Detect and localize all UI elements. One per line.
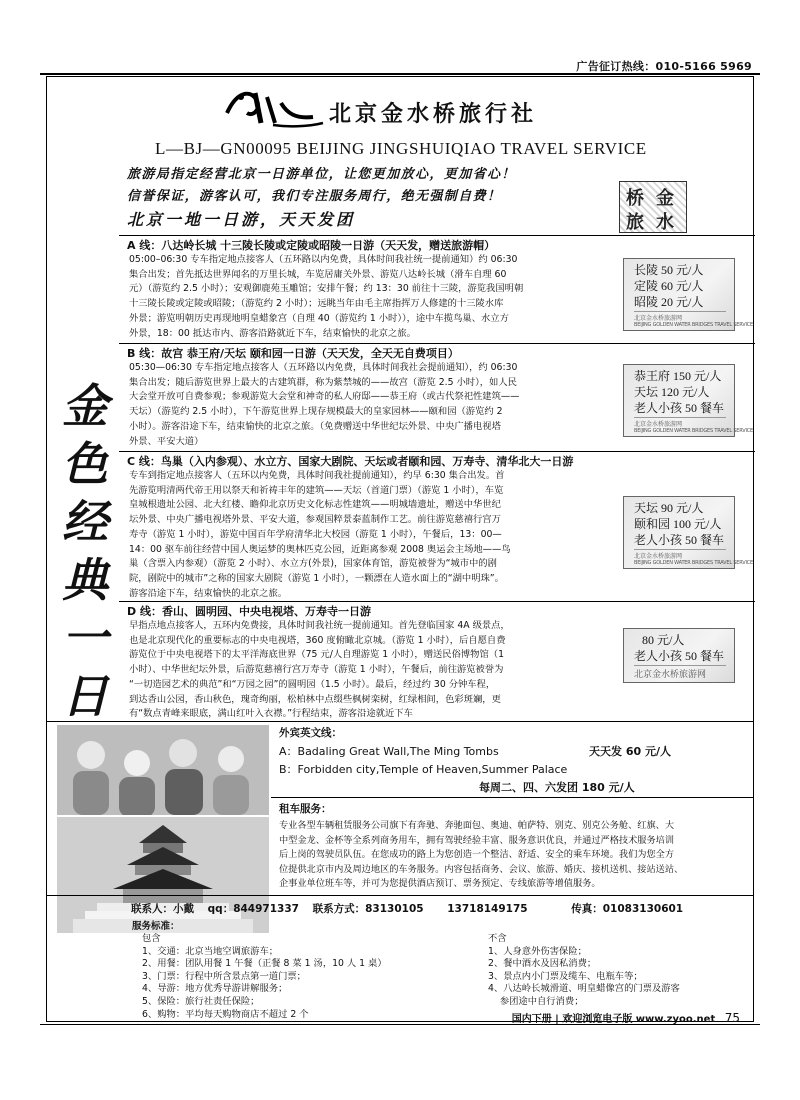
include-item: 4、导游：地方优秀导游讲解服务；: [142, 983, 288, 995]
route-b: [119, 343, 755, 451]
contact-qq: qq：844971337: [207, 903, 299, 915]
section-divider: [47, 895, 753, 896]
contact-phone: 联系方式：83130105: [312, 903, 424, 915]
tourists-photo: [57, 725, 269, 815]
include-item: 6、购物：平均每天购物商店不超过 2 个: [142, 1008, 309, 1020]
route-body-line: 专车到指定地点接客人（五环以内免费，具体时间我社提前通知），约早 6:30 集合出发。首: [129, 470, 505, 481]
route-body-line: 天坛）（游览约 2.5 小时），下午游览世界上现存规模最大的皇家园林——颐和园（游览约 2: [129, 406, 503, 418]
price-line: 恭王府 150 元/人: [634, 369, 722, 383]
standards-title: 服务标准：: [132, 921, 180, 932]
include-label: 包含: [142, 933, 161, 944]
dragon-logo-icon: [217, 83, 327, 131]
price-line: 天坛 120 元/人: [634, 385, 710, 399]
route-d: [119, 601, 755, 721]
route-body-line: 游客沿途下车，结束愉快的北京之旅。: [129, 587, 288, 599]
exclude-item: 4、八达岭长城滑道、明皇蜡像宫的门票及游客: [488, 983, 680, 995]
route-body-line: 游览位于中央电视塔下的太平洋海底世界（75 元/人自理游览 1 小时），赠送民俗博物馆（1: [129, 649, 504, 661]
page-number: 75: [724, 1011, 740, 1025]
route-a-body: [129, 253, 619, 341]
ad-hotline: 广告征订热线：010-5166 5969: [576, 60, 752, 73]
price-box-footer: 北京金水桥旅游网: [634, 311, 726, 322]
route-body-line: 先游览明清两代帝王用以祭天和祈祷丰年的建筑——天坛（首道门票）（游览 1 小时），车览: [129, 484, 504, 496]
route-body-line: 巢（含票入内参观）（游览 2 小时）、水立方(外景)，国家体育馆，游览被誉为“城市中的剧: [129, 558, 497, 570]
route-c-title: C 线：鸟巢（入内参观）、水立方、国家大剧院、天坛或者颐和园、万寿寺、清华北大一日游: [127, 455, 574, 468]
price-line: 长陵 50 元/人: [634, 263, 704, 277]
exclude-label: 不含: [488, 933, 507, 944]
route-c-price-box: [623, 496, 754, 569]
daily-tour-banner: 北京一地一日游，天天发团: [127, 210, 356, 229]
rental-body: [279, 819, 735, 892]
english-tours-title: 外宾英文线：: [279, 727, 342, 739]
route-body-line: 05:30—06:30 专车指定地点接客人（五环路以内免费，具体时间我社会提前通知），约 06:30: [129, 362, 518, 373]
route-body-line: 集合出发；随后游览世界上最大的古建筑群，称为紫禁城的——故宫（游览 2.5 小时），如人民: [129, 376, 517, 388]
price-box-footer-en: BEIJING GOLDEN WATER BRIDGES TRAVEL SERVICE: [634, 322, 754, 328]
price-line: 80 元/人: [642, 633, 685, 647]
price-line: 昭陵 20 元/人: [634, 295, 704, 309]
vertical-title-char: 典: [62, 553, 108, 607]
english-tour-a: A：Badaling Great Wall,The Ming Tombs: [279, 745, 499, 758]
price-line: 天坛 90 元/人: [634, 501, 704, 515]
top-rule: [40, 73, 760, 75]
price-line: 老人小孩 50 餐车: [634, 649, 725, 663]
price-line: 老人小孩 50 餐车: [634, 533, 725, 547]
vertical-title-char: 经: [62, 495, 108, 549]
slogan-line-2: 信誉保证，游客认可，我们专注服务周行，绝无强制自费！: [127, 189, 502, 204]
route-d-title: D 线：香山、圆明园、中央电视塔、万寿寺一日游: [127, 605, 371, 618]
page-footer: [512, 1010, 740, 1025]
rental-body-line: 专业各型车辆租赁服务公司旗下有奔驰、奔驰面包、奥迪、帕萨特、别克、别克公务舱、红旗、大: [279, 820, 675, 831]
exclude-item: 2、餐中酒水及因私消费；: [488, 958, 597, 970]
route-d-price-box: [623, 628, 735, 683]
agency-header: [47, 77, 753, 235]
slogan-line-1: 旅游局指定经营北京一日游单位，让您更加放心，更加省心！: [127, 167, 516, 182]
seal-char: 水: [656, 212, 674, 233]
section-divider: [47, 721, 753, 722]
route-body-line: 集合出发；首先抵达世界闻名的万里长城，车览居庸关外景、游览八达岭长城（滑车自理 60: [129, 268, 507, 280]
rental-title: 租车服务：: [279, 803, 332, 815]
contact-fax: 传真：01083130601: [571, 903, 684, 915]
seal-char: 桥: [626, 188, 644, 209]
route-body-line: 有“数点青峰来眼底，满山红叶入衣襟。”行程结束，游客沿途就近下车: [129, 708, 413, 720]
route-b-price-box: [623, 364, 754, 437]
route-body-line: 大会堂开放可自费参观；参观游览大会堂和神奇的私人府邸——恭王府（或古代祭祀性建筑——: [129, 391, 520, 403]
vertical-title-char: 日: [62, 669, 108, 723]
footer-text: 国内下册 | 欢迎浏览电子版 www.zyoo.net: [511, 1014, 716, 1025]
seal-char: 旅: [626, 212, 644, 233]
contact-mobile: 13718149175: [447, 903, 528, 915]
price-box-footer: 北京金水桥旅游网: [634, 549, 726, 560]
route-d-body: [129, 619, 619, 722]
include-item: 5、保险：旅行社责任保险；: [142, 995, 260, 1007]
route-a: [119, 235, 755, 343]
include-item: 3、门票：行程中所含景点第一道门票；: [142, 970, 306, 982]
route-body-line: 外景；游览明朝历史再现地明皇蜡象宫（自理 40（游览约 1 小时）），途中车揽鸟巢、水立方: [129, 312, 509, 324]
english-tour-b-price: 每周二、四、六发团 180 元/人: [479, 781, 635, 794]
price-line: 定陵 60 元/人: [634, 279, 704, 293]
route-body-line: 也是北京现代化的重要标志的中央电视塔，360 度俯瞰北京城。（游览 1 小时），后自愿自费: [129, 634, 506, 646]
route-body-line: 寿寺（游览 1 小时），游览中国百年学府清华北大校园（游览 1 小时），午餐后，13：00—: [129, 528, 502, 540]
english-tour-b: B：Forbidden city,Temple of Heaven,Summer Palace: [279, 763, 568, 776]
rental-body-line: 后上岗的驾驶员队伍。在您成功的路上为您创造一个整洁、舒适、安全的乘车环境。我们为您全方: [279, 849, 675, 861]
route-body-line: 院，剧院中的城市”之称的国家大剧院（游览 1 小时），一颗漂在人造水面上的“湖中明珠”。: [129, 572, 504, 584]
footer-rule: [40, 1024, 760, 1025]
rental-body-line: 位提供北京市内及周边地区的车务服务。内容包括商务、会议、旅游、婚庆、接机送机、接站送站、: [279, 863, 684, 875]
standards-exclude: [488, 933, 680, 1009]
price-line: 老人小孩 50 餐车: [634, 401, 725, 415]
route-b-body: [129, 361, 619, 449]
vertical-title: [53, 377, 117, 783]
price-line: 颐和园 100 元/人: [634, 517, 722, 531]
route-a-title: A 线：八达岭长城 十三陵长陵或定陵或昭陵一日游（天天发，赠送旅游帽）: [127, 239, 496, 252]
route-body-line: “一切造园艺术的典范”和“万园之园”的圆明园（1.5 小时）。最后，经过约 30 分钟车程，: [129, 678, 496, 690]
route-body-line: 坛外景、中央广播电视塔外景、平安大道，参观国粹景泰蓝制作工艺。前往游览慈禧行宫万: [129, 514, 501, 526]
section-divider: [271, 797, 753, 798]
route-body-line: 元）（游览约 2.5 小时）；安观御鹿苑玉雕馆；安排午餐；约 13：30 前往十三陵，游览我国明朝: [129, 283, 524, 295]
price-box-footer-en: BEIJING GOLDEN WATER BRIDGES TRAVEL SERVICE: [634, 560, 754, 566]
route-body-line: 到达香山公园，香山秋色，瑰奇绚丽，松柏林中点缀些枫树栾树，红绿相间，色彩斑斓，更: [129, 693, 501, 705]
vertical-title-char: 一: [62, 611, 108, 665]
route-c-body: [129, 469, 619, 601]
route-a-price-box: [623, 258, 754, 331]
vertical-title-char: 色: [62, 437, 108, 491]
route-body-line: 小时）、中华世纪坛外景，后游览慈禧行宫万寿寺（游览 1 小时），午餐后，前往游览被誉为: [129, 664, 504, 676]
include-item: 1、交通：北京当地空调旅游车；: [142, 945, 279, 957]
route-body-line: 早指点地点接客人，五环内免费接，具体时间我社统一提前通知。首先登临国家 4A 级景点，: [129, 620, 510, 631]
route-body-line: 外景、平安大道）: [129, 435, 204, 447]
route-body-line: 05:00–06:30 专车指定地点接客人（五环路以内免费，具体时间我社统一提前通知）约 06:30: [129, 254, 518, 265]
exclude-item: 参团途中自行消费；: [488, 995, 584, 1007]
agency-name-cn: 北京金水桥旅行社: [329, 101, 538, 127]
vertical-title-char: 金: [62, 379, 108, 433]
price-box-footer: 北京金水桥旅游网: [634, 417, 726, 428]
route-body-line: 皇城根遗址公园、北大红楼、瞻仰北京历史文化标志性建筑——明城墙遗址，赠送中华世纪: [129, 499, 501, 511]
route-c: [119, 451, 755, 601]
rental-body-line: 企事业单位班车等，并可为您提供酒店预订、票务预定、专线旅游等增值服务。: [279, 878, 601, 890]
english-tour-a-price: 天天发 60 元/人: [589, 745, 671, 758]
exclude-item: 1、人身意外伤害保险；: [488, 945, 587, 957]
price-box-footer: 北京金水桥旅游网: [634, 665, 726, 680]
agency-name-en: L—BJ—GN00095 BEIJING JINGSHUIQIAO TRAVEL SERVICE: [155, 139, 647, 158]
advertisement-frame: [46, 76, 754, 1022]
route-body-line: 外景，18：00 抵达市内、游客沿路就近下车，结束愉快的北京之旅。: [129, 327, 416, 339]
agency-seal-icon: [619, 181, 687, 233]
contact-row: [131, 901, 693, 916]
route-b-title: B 线：故宫 恭王府/天坛 颐和园一日游（天天发，全天无自费项目）: [127, 347, 459, 360]
rental-body-line: 中型金龙、金杯等全系列商务用车，拥有驾驶经验丰富、服务意识优良，并通过严格技术服务培训: [279, 834, 675, 846]
route-body-line: 14：00 驱车前往经营中国人奥运梦的奥林匹克公园，近距离参观 2008 奥运会主场地——鸟: [129, 543, 511, 555]
route-body-line: 小时）。游客沿途下车，结束愉快的北京之旅。（免费赠送中华世纪坛外景、中央广播电视塔: [129, 420, 501, 432]
standards-include: [142, 933, 387, 1021]
exclude-item: 3、景点内小门票及缆车、电瓶车等；: [488, 970, 643, 982]
price-box-footer-en: BEIJING GOLDEN WATER BRIDGES TRAVEL SERVICE: [634, 428, 754, 434]
contact-person: 联系人：小戴: [131, 903, 194, 915]
route-body-line: 十三陵长陵或定陵或昭陵；（游览约 2 小时）；远眺当年由毛主席指挥万人修建的十三陵水库: [129, 298, 504, 310]
seal-char: 金: [656, 188, 674, 209]
include-item: 2、用餐：团队用餐 1 午餐（正餐 8 菜 1 汤，10 人 1 桌）: [142, 958, 387, 970]
